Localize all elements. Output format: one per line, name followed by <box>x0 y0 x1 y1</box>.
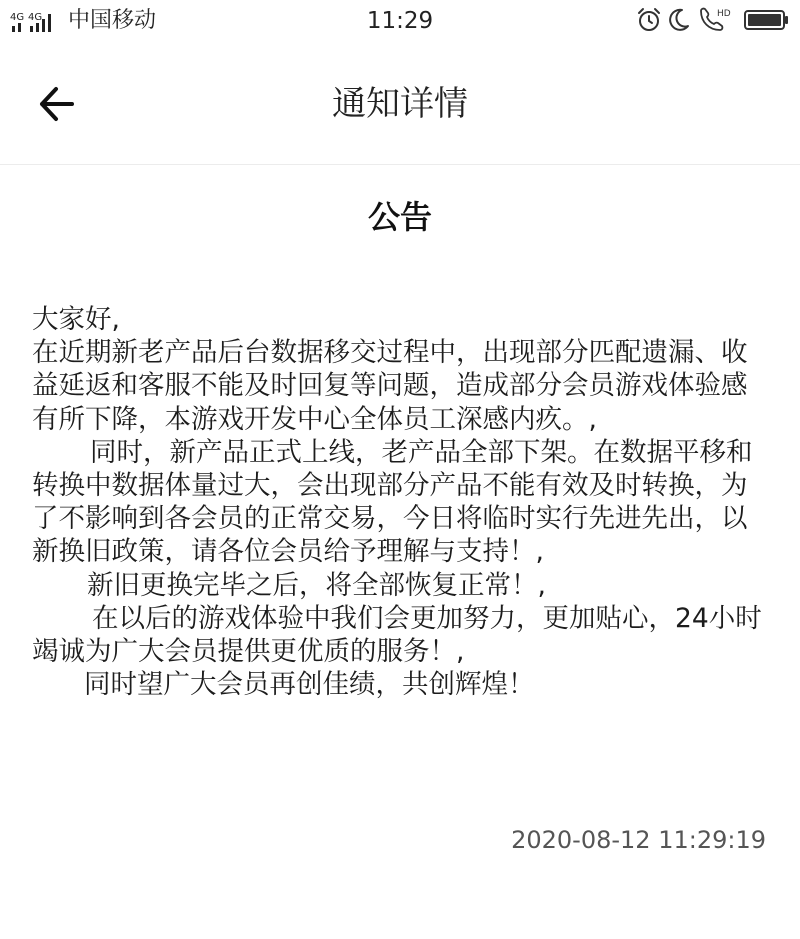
notice-paragraph: 同时望广大会员再创佳绩，共创辉煌！ <box>84 669 535 701</box>
status-bar <box>0 0 800 44</box>
alarm-icon <box>636 7 662 33</box>
notice-paragraph: 新旧更换完毕之后，将全部恢复正常！, <box>87 569 546 601</box>
notice-paragraph: 同时，新产品正式上线，老产品全部下架。在数据平移和转换中数据体量过大，会出现部分产品不能有效及时转换，为了不影响到各会员的正常交易，今日将临时实行先进先出，以新换旧政策，请各位会员给予理解与支持！, <box>32 436 753 568</box>
moon-icon <box>667 7 691 33</box>
carrier-name: 中国移动 <box>68 8 157 33</box>
page-title: 通知详情 <box>332 84 468 124</box>
nav-bar <box>0 44 800 165</box>
notice-timestamp: 2020-08-12 11:29:19 <box>511 826 766 854</box>
phone-hd-icon <box>697 6 731 34</box>
network-label: 4G <box>10 12 25 23</box>
notice-article <box>0 165 800 939</box>
notice-greeting: 大家好, <box>32 304 120 335</box>
notice-title: 公告 <box>367 198 432 236</box>
network-label-2: 4G <box>28 12 43 23</box>
notice-paragraph: 在以后的游戏体验中我们会更加努力，更加贴心，24小时竭诚为广大会员提供更优质的服务！, <box>32 602 762 668</box>
battery-icon <box>744 9 790 31</box>
status-time: 11:29 <box>366 8 434 34</box>
notice-body <box>32 303 772 701</box>
svg-text:HD: HD <box>717 9 731 19</box>
notice-paragraph: 在近期新老产品后台数据移交过程中，出现部分匹配遗漏、收益延返和客服不能及时回复等问题，造成部分会员游戏体验感有所下降，本游戏开发中心全体员工深感内疚。, <box>32 337 748 435</box>
